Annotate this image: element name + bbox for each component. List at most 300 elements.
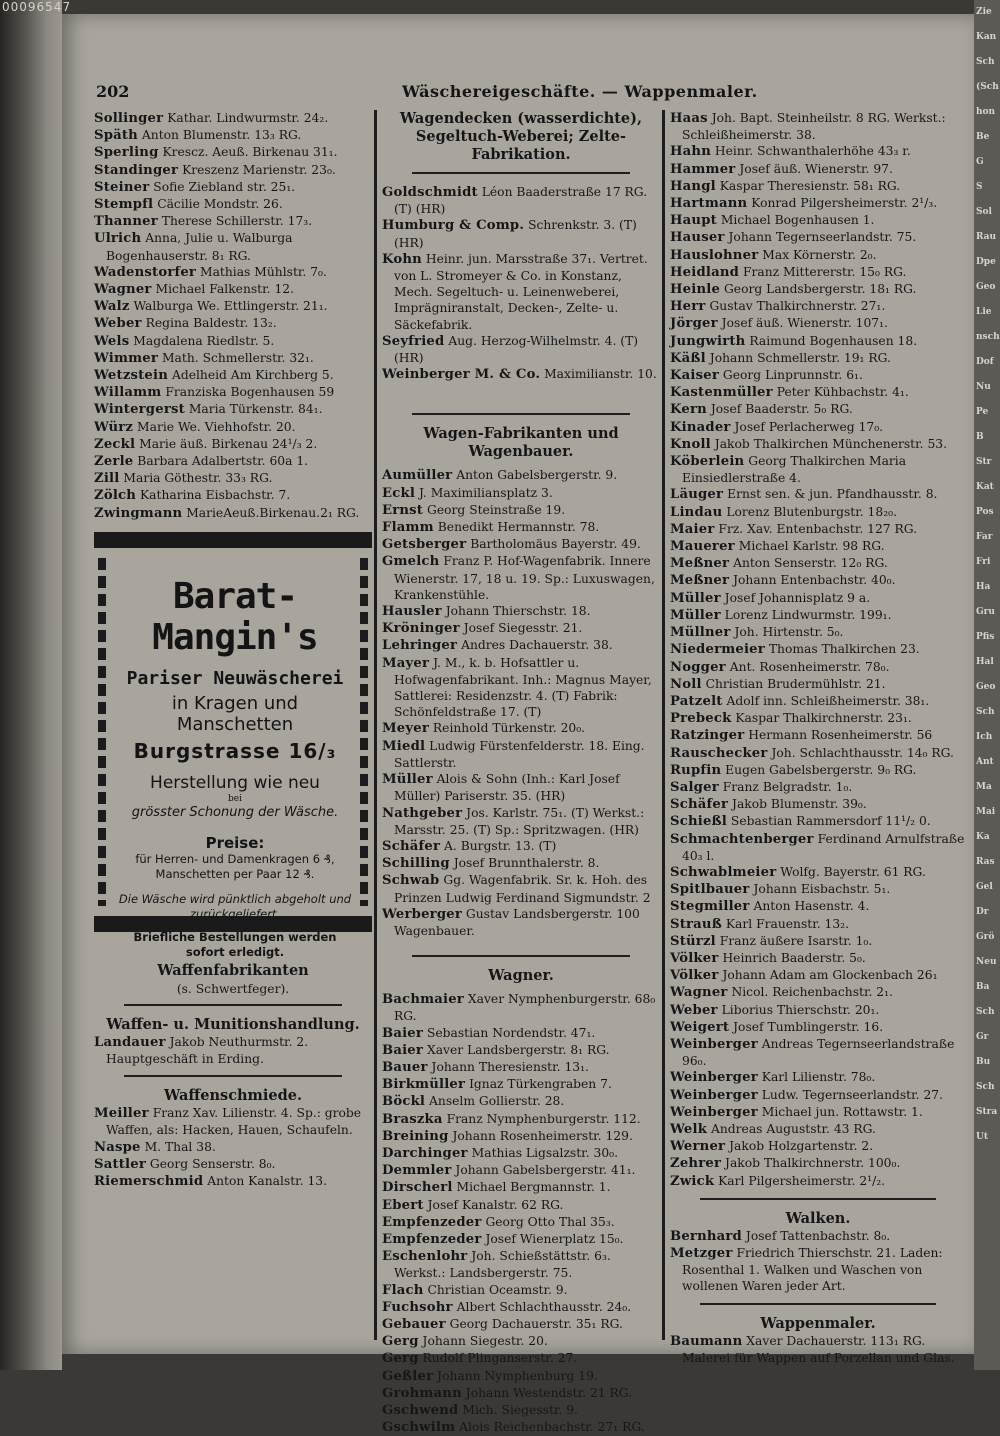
entry-name: Kröninger xyxy=(382,621,460,637)
entry-name: Müller xyxy=(670,590,721,606)
margin-fragment: G xyxy=(976,157,984,167)
margin-fragment: Mai xyxy=(976,807,996,817)
entry-details: Jakob Thalkirchen Münchenerstr. 53. xyxy=(714,436,947,451)
entry-details: Kaspar Theresienstr. 58₁ RG. xyxy=(719,178,901,193)
directory-entry xyxy=(670,453,966,486)
margin-fragment: Ant xyxy=(976,757,994,767)
margin-fragment: Ich xyxy=(976,732,993,742)
entry-name: Patzelt xyxy=(670,693,723,709)
entry-name: Zölch xyxy=(94,488,137,504)
entry-details: Michael jun. Rottawstr. 1. xyxy=(761,1104,923,1119)
directory-entry xyxy=(94,333,372,350)
entry-details: Friedrich Thierschstr. 21. Laden: Rosenthal 1. Walken und Waschen von wollenen Waren jeder Art. xyxy=(682,1246,943,1294)
entry-details: Joh. Bapt. Steinheilstr. 8 RG. Werkst.: Schleißheimerstr. 38. xyxy=(682,111,946,143)
entry-details: Lorenz Blutenburgstr. 18₂₀. xyxy=(726,504,897,519)
directory-entry xyxy=(670,659,966,676)
entry-details: Georg Linprunnstr. 6₁. xyxy=(722,368,863,383)
directory-entry xyxy=(670,1173,966,1190)
entry-name: Müllner xyxy=(670,625,731,641)
directory-entry xyxy=(382,637,660,654)
directory-entry xyxy=(670,143,966,160)
entry-details: Max Körnerstr. 2₀. xyxy=(762,247,877,262)
directory-entry xyxy=(94,1139,372,1156)
entry-name: Müller xyxy=(382,772,433,788)
entry-name: Dirscherl xyxy=(382,1180,453,1196)
entry-name: Läuger xyxy=(670,487,724,503)
section-title: Wagen-Fabrikanten und Wagenbauer. xyxy=(423,425,619,461)
ad-address: Burgstrasse 16/₃ xyxy=(133,738,337,763)
entry-name: Humburg & Comp. xyxy=(382,218,525,234)
entry-details: Johann Thierschstr. 18. xyxy=(445,604,591,619)
directory-entry xyxy=(670,264,966,281)
entry-name: Riemerschmid xyxy=(94,1174,204,1190)
entry-details: Sebastian Rammersdorf 11¹/₂ 0. xyxy=(730,814,931,829)
section-entries xyxy=(382,467,660,939)
entry-name: Kohn xyxy=(382,251,422,267)
entry-name: Gerg xyxy=(382,1351,419,1367)
entry-name: Mayer xyxy=(382,655,430,671)
entry-name: Wadenstorfer xyxy=(94,264,197,280)
entry-details: Michael Bergmannstr. 1. xyxy=(456,1180,611,1195)
entry-details: Christian Brudermühlstr. 21. xyxy=(705,676,886,691)
entry-name: Kern xyxy=(670,402,707,418)
directory-entry xyxy=(382,553,660,603)
directory-entry xyxy=(670,693,966,710)
directory-entry xyxy=(382,603,660,620)
entry-details: Sebastian Nordendstr. 47₁. xyxy=(426,1025,596,1040)
entry-name: Wimmer xyxy=(94,350,159,366)
entry-name: Noll xyxy=(670,676,702,692)
directory-entry xyxy=(670,229,966,246)
directory-entry xyxy=(94,315,372,332)
entry-name: Bernhard xyxy=(670,1228,742,1244)
book-spine xyxy=(0,0,72,1370)
entry-details: Georg Dachauerstr. 35₁ RG. xyxy=(449,1316,623,1331)
entry-name: Landauer xyxy=(94,1034,166,1050)
directory-entry xyxy=(670,1228,966,1245)
entry-name: Zerle xyxy=(94,454,134,470)
entry-name: Niedermeier xyxy=(670,642,765,658)
entry-name: Grohmann xyxy=(382,1385,462,1401)
entry-name: Zill xyxy=(94,471,120,487)
directory-entry xyxy=(382,1316,660,1333)
entry-name: Goldschmidt xyxy=(382,185,478,200)
directory-entry xyxy=(670,676,966,693)
entry-details: MarieAeuß.Birkenau.2₁ RG. xyxy=(186,505,360,520)
entry-name: Zwick xyxy=(670,1173,715,1189)
directory-entry xyxy=(382,1197,660,1214)
entry-details: Andres Dachauerstr. 38. xyxy=(461,638,613,653)
entry-details: Gustav Thalkirchnerstr. 27₁. xyxy=(709,299,886,314)
directory-entry xyxy=(382,805,660,838)
entry-details: Georg Senserstr. 8₀. xyxy=(149,1156,276,1171)
entry-name: Braszka xyxy=(382,1111,443,1127)
directory-entry xyxy=(382,485,660,502)
directory-entry xyxy=(670,521,966,538)
entry-details: Anton Hasenstr. 4. xyxy=(753,899,870,914)
section-title: Walken. xyxy=(785,1209,851,1227)
margin-fragment: Nu xyxy=(976,382,991,392)
entry-name: Lehringer xyxy=(382,638,458,654)
entry-details: Walburga We. Ettlingerstr. 21₁. xyxy=(133,299,328,314)
entry-details: Liborius Thierschstr. 20₁. xyxy=(721,1002,880,1017)
entry-details: Karl Pilgersheimerstr. 2¹/₂. xyxy=(718,1173,886,1188)
entry-details: Johann Theresienstr. 13₁. xyxy=(431,1059,589,1074)
entry-details: Josef Kanalstr. 62 RG. xyxy=(427,1197,564,1212)
entry-details: Anton Blumenstr. 13₃ RG. xyxy=(141,128,302,143)
entry-name: Strauß xyxy=(670,916,722,932)
entry-name: Hartmann xyxy=(670,196,748,212)
entry-details: Josef äuß. Wienerstr. 97. xyxy=(739,161,893,176)
directory-entry xyxy=(670,1069,966,1086)
entry-details: Kathar. Lindwurmstr. 24₂. xyxy=(167,111,329,125)
directory-entry xyxy=(382,1214,660,1231)
directory-entry xyxy=(382,1145,660,1162)
entry-details: Johann Schmellerstr. 19₁ RG. xyxy=(709,350,891,365)
directory-entry xyxy=(382,1025,660,1042)
entry-name: Demmler xyxy=(382,1163,452,1179)
entry-name: Kastenmüller xyxy=(670,385,773,401)
column-right xyxy=(670,110,966,1365)
entries-top xyxy=(94,110,372,522)
entry-details: Ernst sen. & jun. Pfandhausstr. 8. xyxy=(727,487,938,502)
ad-bei: bei xyxy=(228,793,242,804)
directory-entry xyxy=(382,1162,660,1179)
entry-name: Sperling xyxy=(94,145,159,161)
directory-entry xyxy=(382,1231,660,1248)
directory-entry xyxy=(382,906,660,939)
section-entries xyxy=(94,1105,372,1190)
entry-name: Zeckl xyxy=(94,436,136,452)
entry-details: Josef Baaderstr. 5₀ RG. xyxy=(710,402,853,417)
entry-details: Eugen Gabelsbergerstr. 9₀ RG. xyxy=(725,762,917,777)
margin-fragment: Kan xyxy=(976,32,997,42)
entry-name: Gebauer xyxy=(382,1316,446,1332)
margin-fragment: Ras xyxy=(976,857,995,867)
entry-name: Empfenzeder xyxy=(382,1214,482,1230)
column-rule xyxy=(662,110,665,1340)
directory-entry xyxy=(382,1419,660,1436)
entry-name: Maier xyxy=(670,521,715,537)
entry-name: Knoll xyxy=(670,436,711,452)
entry-name: Sollinger xyxy=(94,111,164,126)
directory-entry xyxy=(670,1019,966,1036)
entry-name: Wels xyxy=(94,333,130,349)
entry-details: Ferdinand Arnulfstraße 40₃ l. xyxy=(682,831,965,863)
directory-entry xyxy=(382,519,660,536)
entry-details: Alois Reichenbachstr. 27₁ RG. xyxy=(459,1420,645,1435)
entry-name: Empfenzeder xyxy=(382,1231,482,1247)
entry-name: Rupfin xyxy=(670,762,722,778)
facing-page-margin xyxy=(974,0,1000,1370)
entry-name: Jörger xyxy=(670,316,718,332)
entry-name: Birkmüller xyxy=(382,1077,466,1093)
entry-details: Peter Kühbachstr. 4₁. xyxy=(776,385,909,400)
directory-entry xyxy=(670,178,966,195)
directory-entry xyxy=(94,127,372,144)
margin-fragment: hon xyxy=(976,107,996,117)
running-head: Wäschereigeschäfte. — Wappenmaler. xyxy=(402,82,758,101)
entry-details: Josef Siegesstr. 21. xyxy=(463,621,583,636)
margin-fragment: Lie xyxy=(976,307,992,317)
directory-entry xyxy=(670,367,966,384)
directory-entry xyxy=(382,536,660,553)
entry-name: Späth xyxy=(94,128,138,144)
column-left xyxy=(94,110,372,1320)
section-title: Waffenfabrikanten xyxy=(157,961,309,979)
directory-entry xyxy=(670,967,966,984)
entry-name: Flamm xyxy=(382,520,434,536)
directory-entry xyxy=(670,1036,966,1069)
entry-details: Johann Rosenheimerstr. 129. xyxy=(452,1128,633,1143)
entry-name: Ratzinger xyxy=(670,728,745,744)
margin-fragment: Ma xyxy=(976,782,992,792)
directory-entry xyxy=(670,881,966,898)
directory-entry xyxy=(94,505,372,522)
directory-entry xyxy=(382,855,660,872)
entry-name: Hangl xyxy=(670,178,716,194)
section-entries xyxy=(670,1333,966,1366)
entry-name: Schwablmeier xyxy=(670,864,777,880)
entry-details: Katharina Eisbachstr. 7. xyxy=(139,488,291,503)
entry-details: Sofie Ziebland str. 25₁. xyxy=(153,179,296,194)
entry-details: Xaver Nymphenburgerstr. 68₀ RG. xyxy=(394,992,656,1024)
entry-details: Mathias Ligsalzstr. 30₀. xyxy=(471,1145,619,1160)
entry-name: Weber xyxy=(670,1002,718,1018)
entry-details: Heinr. Schwanthalerhöhe 43₃ r. xyxy=(714,144,911,159)
entry-name: Schwab xyxy=(382,873,440,889)
margin-fragment: S xyxy=(976,182,983,192)
entry-name: Hausler xyxy=(382,604,442,620)
entry-details: Georg Steinstraße 19. xyxy=(427,502,566,517)
directory-entry xyxy=(670,916,966,933)
directory-entry xyxy=(382,872,660,905)
entry-name: Hammer xyxy=(670,161,736,177)
entry-name: Zehrer xyxy=(670,1156,722,1172)
margin-fragment: Hal xyxy=(976,657,994,667)
directory-entry xyxy=(382,655,660,721)
entry-name: Völker xyxy=(670,950,719,966)
entry-name: Würz xyxy=(94,419,134,435)
directory-entry xyxy=(382,1093,660,1110)
entries-top xyxy=(670,110,966,1190)
directory-entry xyxy=(382,1128,660,1145)
entry-details: Johann Tegernseerlandstr. 75. xyxy=(728,230,917,245)
entry-details: Krescz. Aeuß. Birkenau 31₁. xyxy=(162,145,338,160)
entry-details: Maria Göthestr. 33₃ RG. xyxy=(123,471,273,486)
entry-details: Franz äußere Isarstr. 1₀. xyxy=(719,933,873,948)
entry-details: A. Burgstr. 13. (T) xyxy=(444,838,557,853)
directory-entry xyxy=(382,1076,660,1093)
entry-details: Alois & Sohn (Inh.: Karl Josef Müller) Pariserstr. 35. (HR) xyxy=(394,772,620,804)
ad-slogan: Herstellung wie neu xyxy=(150,772,320,793)
entry-details: Franz Nymphenburgerstr. 112. xyxy=(446,1111,641,1126)
directory-entry xyxy=(94,384,372,401)
entry-details: Andreas Auguststr. 43 RG. xyxy=(711,1121,876,1136)
entry-details: Ludwig Fürstenfelderstr. 18. Eing. Sattlerstr. xyxy=(394,738,645,770)
directory-entry xyxy=(382,1368,660,1385)
directory-entry xyxy=(670,831,966,864)
entry-details: Franz Xav. Lilienstr. 4. Sp.: grobe Waffen, als: Hacken, Hauen, Schaufeln. xyxy=(106,1106,362,1138)
entry-details: Cäcilie Mondstr. 26. xyxy=(157,197,283,212)
margin-fragment: Grö xyxy=(976,932,995,942)
entry-details: Jos. Karlstr. 75₁. (T) Werkst.: Marsstr. 25. (T) Sp.: Spritzwagen. (HR) xyxy=(394,805,645,837)
entry-name: Böckl xyxy=(382,1094,426,1110)
directory-entry xyxy=(670,1138,966,1155)
black-bar xyxy=(94,532,372,548)
entry-name: Zwingmann xyxy=(94,505,183,521)
margin-fragment: Far xyxy=(976,532,993,542)
margin-fragment: Pfis xyxy=(976,632,995,642)
directory-entry xyxy=(94,487,372,504)
directory-entry xyxy=(670,641,966,658)
entry-details: Michael Falkenstr. 12. xyxy=(155,282,295,297)
directory-entry xyxy=(94,401,372,418)
margin-fragment: nsch xyxy=(976,332,1000,342)
entry-details: Mich. Siegesstr. 9. xyxy=(462,1403,578,1417)
entry-details: Christian Oceamstr. 9. xyxy=(427,1282,568,1297)
entry-details: Marie We. Viehhofstr. 20. xyxy=(137,419,296,434)
entry-name: Heinle xyxy=(670,282,721,298)
directory-entry xyxy=(670,110,966,143)
directory-entry xyxy=(670,350,966,367)
directory-entry xyxy=(670,796,966,813)
directory-entry xyxy=(382,251,660,333)
directory-entry xyxy=(382,217,660,250)
entry-name: Steiner xyxy=(94,179,150,195)
directory-entry xyxy=(670,864,966,881)
ad-slogan-2: grösster Schonung der Wäsche. xyxy=(131,804,339,820)
directory-entry xyxy=(94,196,372,213)
entry-details: Maximilianstr. 10. xyxy=(544,367,657,382)
directory-entry xyxy=(670,710,966,727)
directory-entry xyxy=(382,771,660,804)
margin-fragment: Fri xyxy=(976,557,991,567)
entry-details: Regina Baldestr. 13₂. xyxy=(145,316,277,331)
directory-entry xyxy=(94,110,372,127)
entry-name: Schäfer xyxy=(670,797,729,813)
entry-name: Käßl xyxy=(670,350,706,366)
entry-details: Léon Baaderstraße 17 RG. (T) (HR) xyxy=(394,185,648,217)
entry-name: Schilling xyxy=(382,856,450,872)
directory-entry xyxy=(670,727,966,744)
entry-details: Joh. Schießstättstr. 6₃. Werkst.: Landsbergerstr. 75. xyxy=(394,1249,611,1281)
entry-name: Kinader xyxy=(670,419,731,435)
directory-entry xyxy=(382,1282,660,1299)
margin-fragment: Zie xyxy=(976,7,992,17)
entry-details: Albert Schlachthausstr. 24₀. xyxy=(456,1299,632,1314)
margin-fragment: Kat xyxy=(976,482,994,492)
entry-name: Bauer xyxy=(382,1059,428,1075)
entry-details: Johann Siegestr. 20. xyxy=(422,1334,548,1349)
directory-entry xyxy=(94,1173,372,1190)
directory-entry xyxy=(670,212,966,229)
entry-name: Fuchsohr xyxy=(382,1299,453,1315)
directory-entry xyxy=(382,720,660,737)
entry-details: Anselm Gollierstr. 28. xyxy=(429,1094,565,1109)
entry-details: Josef Brunnthalerstr. 8. xyxy=(453,856,600,871)
section-entries xyxy=(382,184,660,383)
entry-details: Michael Karlstr. 98 RG. xyxy=(738,539,885,554)
directory-entry xyxy=(382,1111,660,1128)
directory-entry xyxy=(670,1002,966,1019)
directory-entry xyxy=(670,1087,966,1104)
entry-name: Haupt xyxy=(670,213,717,229)
entry-details: Josef Tattenbachstr. 8₀. xyxy=(745,1228,891,1243)
entry-name: Bachmaier xyxy=(382,992,464,1008)
directory-entry xyxy=(94,179,372,196)
entry-name: Gschwend xyxy=(382,1403,459,1418)
directory-entry xyxy=(670,161,966,178)
directory-entry xyxy=(382,991,660,1024)
entry-name: Baier xyxy=(382,1042,424,1058)
directory-entry xyxy=(670,624,966,641)
entry-details: Josef Johannisplatz 9 a. xyxy=(724,590,871,605)
directory-entry xyxy=(670,247,966,264)
entry-details: Gustav Landsbergerstr. 100 Wagenbauer. xyxy=(394,906,640,938)
directory-entry xyxy=(670,950,966,967)
directory-entry xyxy=(670,762,966,779)
directory-entry xyxy=(670,555,966,572)
entry-details: Reinhold Türkenstr. 20₀. xyxy=(432,721,586,736)
section-title: Wagner. xyxy=(488,967,554,985)
ad-border-right xyxy=(360,558,368,906)
entry-details: Georg Thalkirchen Maria Einsiedlerstraße 4. xyxy=(682,454,907,486)
margin-fragment: Gr xyxy=(976,1032,989,1042)
entry-details: Therese Schillerstr. 17₃. xyxy=(161,214,313,229)
entry-details: Schrenkstr. 3. (T)(HR) xyxy=(394,218,637,250)
laundry-advertisement xyxy=(94,558,372,959)
directory-entry xyxy=(670,590,966,607)
entry-details: Georg Otto Thal 35₃. xyxy=(485,1214,615,1229)
entry-name: Miedl xyxy=(382,738,426,754)
entry-details: Jakob Thalkirchnerstr. 100₀. xyxy=(725,1156,901,1171)
entry-details: Benedikt Hermannstr. 78. xyxy=(437,520,600,535)
entry-details: Xaver Dachauerstr. 113₁ RG. Malerei für Wappen auf Porzellan und Glas. xyxy=(682,1333,955,1365)
margin-fragment: Gru xyxy=(976,607,995,617)
directory-entry xyxy=(94,1156,372,1173)
entry-details: Xaver Landsbergerstr. 8₁ RG. xyxy=(426,1042,610,1057)
directory-entry xyxy=(94,350,372,367)
margin-fragment: Ka xyxy=(976,832,990,842)
margin-fragment: B xyxy=(976,432,984,442)
directory-entry xyxy=(382,1042,660,1059)
directory-entry xyxy=(382,1333,660,1350)
ad-business: Pariser Neuwäscherei xyxy=(126,667,344,689)
directory-entry xyxy=(670,898,966,915)
entry-details: Marie äuß. Birkenau 24¹/₃ 2. xyxy=(139,436,318,451)
directory-entry xyxy=(94,213,372,230)
entry-details: Johann Adam am Glockenbach 26₁ xyxy=(722,968,938,983)
entry-name: Weigert xyxy=(670,1019,730,1035)
entry-details: Georg Landsbergerstr. 18₁ RG. xyxy=(723,282,917,297)
entry-details: Karl Frauenstr. 13₂. xyxy=(725,916,850,931)
entry-name: Wagner xyxy=(670,985,728,1001)
entry-name: Welk xyxy=(670,1121,708,1137)
entry-details: Johann Nymphenburg 19. xyxy=(437,1368,598,1383)
entry-name: Wetzstein xyxy=(94,368,169,384)
directory-entry xyxy=(382,467,660,484)
entry-name: Schäfer xyxy=(382,838,441,854)
entry-name: Ulrich xyxy=(94,231,142,247)
entry-details: Maria Türkenstr. 84₁. xyxy=(188,402,323,417)
ad-price-collars: für Herren- und Damenkragen 6 ₰, xyxy=(135,851,335,866)
entry-name: Meyer xyxy=(382,721,429,737)
margin-fragment: Gel xyxy=(976,882,993,892)
entry-name: Hahn xyxy=(670,144,711,160)
section-title: Wappenmaler. xyxy=(760,1314,876,1332)
entry-details: Ludw. Tegernseerlandstr. 27. xyxy=(761,1087,944,1102)
